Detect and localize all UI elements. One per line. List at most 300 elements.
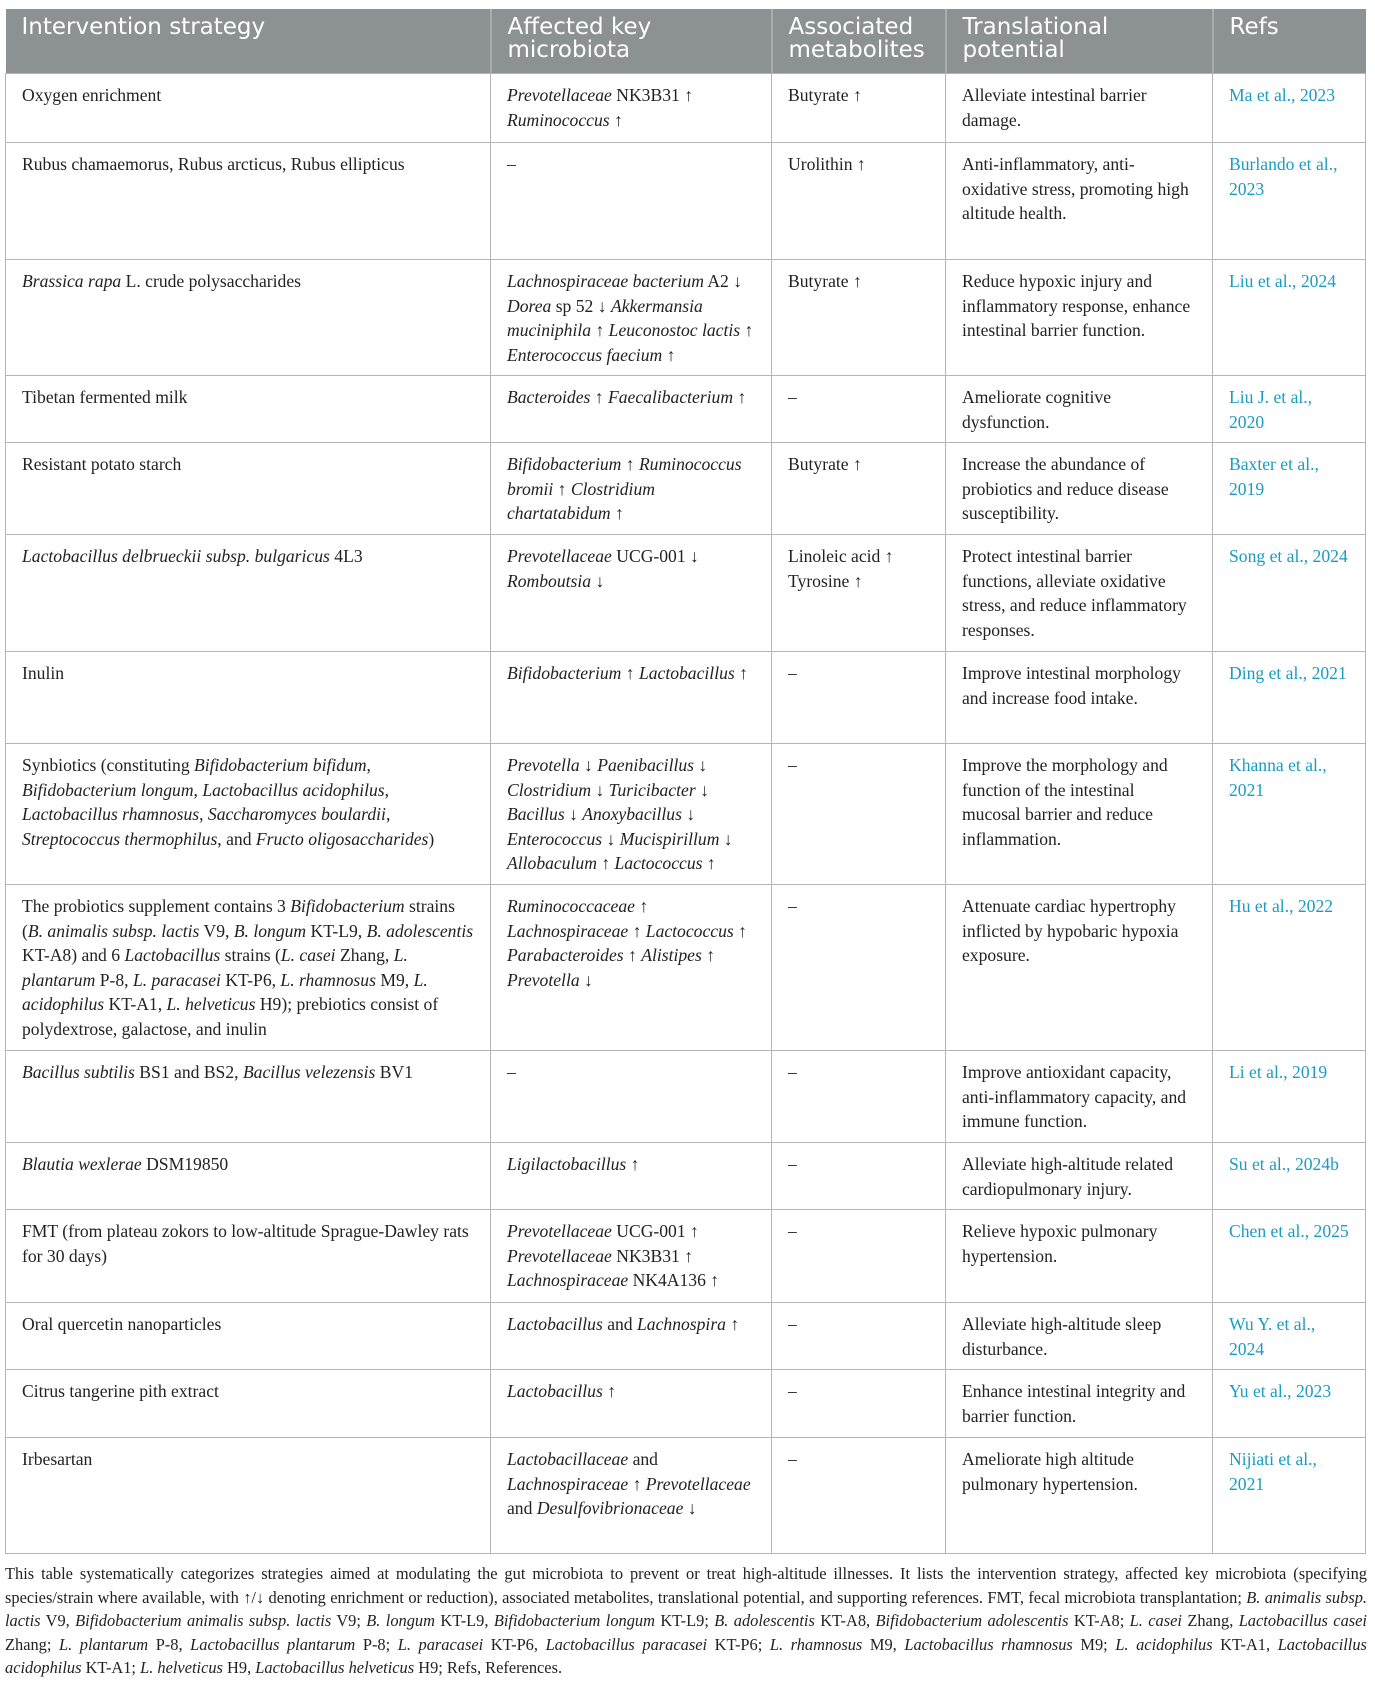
text-segment: Zhang,: [1181, 1611, 1239, 1631]
text-segment: L. crude polysaccharides: [121, 271, 301, 291]
table-row: [6, 1370, 1366, 1438]
text-segment: Butyrate ↑: [788, 271, 862, 291]
cell-microbiota: [491, 1051, 772, 1143]
cell-metabolites: [772, 744, 946, 885]
text-segment: Irbesartan: [22, 1449, 93, 1469]
text-segment: KT-P6,: [483, 1634, 546, 1654]
italic-taxon: L. paracasei: [132, 969, 221, 990]
italic-taxon: Bifidobacterium longum: [22, 779, 194, 800]
text-segment: ,: [384, 779, 390, 800]
text-segment: ↑: [740, 320, 754, 341]
table-row: [6, 1210, 1366, 1303]
text-segment: KT-A1;: [81, 1658, 141, 1678]
text-segment: Zhang,: [335, 945, 394, 966]
italic-taxon: Prevotellaceae: [507, 546, 612, 566]
italic-taxon: Paenibacillus: [597, 755, 694, 775]
text-segment: ↑: [621, 454, 639, 474]
text-segment: KT-L9,: [306, 920, 367, 941]
text-segment: ↑: [591, 320, 609, 341]
italic-taxon: Lachnospiraceae: [507, 1270, 629, 1291]
italic-taxon: L. casei: [1129, 1611, 1182, 1631]
table-row: [6, 1143, 1366, 1210]
italic-taxon: Prevotellaceae: [507, 1245, 612, 1266]
reference-link[interactable]: Liu J. et al., 2020: [1229, 387, 1313, 432]
text-segment: Oral quercetin nanoparticles: [22, 1314, 222, 1334]
italic-taxon: Ligilactobacillus: [507, 1154, 627, 1174]
text-segment: –: [788, 1381, 797, 1401]
cell-metabolites: [772, 535, 946, 652]
table-row: [6, 1303, 1366, 1370]
italic-taxon: L. plantarum: [22, 945, 408, 990]
text-segment: Zhang;: [5, 1634, 60, 1654]
text-segment: ↑: [610, 503, 624, 524]
italic-taxon: Faecalibacterium: [607, 387, 734, 407]
cell-strategy: [6, 1210, 491, 1303]
italic-taxon: Anoxybacillus: [582, 804, 682, 825]
cell-ref: [1213, 1051, 1366, 1143]
text-segment: –: [788, 755, 797, 775]
text-segment: ↓: [591, 779, 609, 800]
cell-potential: Enhance intestinal integrity and barrier function.: [946, 1370, 1213, 1438]
text-segment: Inulin: [22, 663, 65, 683]
italic-taxon: Bifidobacterium longum: [493, 1611, 655, 1631]
cell-microbiota: [491, 260, 772, 376]
text-segment: KT-A8;: [1068, 1611, 1130, 1631]
text-segment: ↑: [596, 853, 615, 874]
italic-taxon: Lactobacillus: [507, 1314, 603, 1334]
text-segment: DSM19850: [141, 1154, 229, 1174]
cell-strategy: [6, 885, 491, 1051]
italic-taxon: L. plantarum: [59, 1634, 149, 1654]
reference-link[interactable]: Su et al., 2024b: [1229, 1154, 1339, 1174]
italic-taxon: Lactobacillus: [124, 945, 221, 966]
text-segment: ↑: [734, 663, 748, 683]
text-segment: ↓: [564, 804, 583, 825]
text-segment: Linoleic acid ↑ Tyrosine ↑: [788, 546, 894, 591]
cell-microbiota: [491, 1438, 772, 1554]
text-segment: M9,: [862, 1634, 905, 1654]
header-potential: Translational potential: [946, 9, 1213, 74]
table-row: [6, 744, 1366, 885]
cell-strategy: [6, 74, 491, 143]
italic-taxon: Bifidobacterium adolescentis: [875, 1611, 1069, 1631]
text-segment: UCG-001 ↓: [611, 546, 699, 566]
cell-potential: Alleviate intestinal barrier damage.: [946, 74, 1213, 143]
italic-taxon: Lactobacillus paracasei: [545, 1634, 708, 1654]
italic-taxon: Mucispirillum: [619, 828, 720, 849]
cell-metabolites: [772, 143, 946, 260]
text-segment: 4L3: [329, 546, 363, 566]
table-row: [6, 74, 1366, 143]
reference-link[interactable]: Ma et al., 2023: [1229, 85, 1336, 105]
text-segment: M9;: [1072, 1634, 1116, 1654]
text-segment: This table systematically categorizes strategies aimed at modulating the gut microbiota to prevent or treat high-altitude illnesses. It lists the intervention strategy, affected key microbiota (specifying species/strain where available, with ↑/↓ denoting enrichment or reduction), associated metabolites, translational potential, and supporting references. FMT, fecal microbiota transplantation;: [5, 1564, 1367, 1607]
cell-microbiota: [491, 1370, 772, 1438]
italic-taxon: Ruminococcus bromii: [507, 454, 742, 499]
italic-taxon: Lachnospiraceae: [507, 920, 629, 941]
italic-taxon: Romboutsia: [507, 570, 592, 591]
text-segment: ↓: [681, 804, 696, 825]
italic-taxon: Lactobacillus helveticus: [255, 1658, 415, 1678]
text-segment: –: [788, 1062, 797, 1082]
italic-taxon: B. adolescentis: [714, 1611, 815, 1631]
table-row: [6, 143, 1366, 260]
reference-link[interactable]: Chen et al., 2025: [1229, 1221, 1349, 1241]
italic-taxon: Allobaculum: [507, 853, 597, 874]
cell-microbiota: [491, 535, 772, 652]
italic-taxon: Blautia wexlerae: [22, 1154, 142, 1174]
italic-taxon: Prevotellaceae: [507, 1221, 612, 1241]
cell-potential: Alleviate high-altitude sleep disturbance.: [946, 1303, 1213, 1370]
text-segment: KT-A1,: [1212, 1634, 1278, 1654]
text-segment: V9,: [199, 920, 234, 941]
reference-link[interactable]: Liu et al., 2024: [1229, 271, 1337, 291]
cell-ref: [1213, 143, 1366, 260]
italic-taxon: L. rhamnosus: [769, 1634, 863, 1654]
text-segment: –: [788, 1449, 797, 1469]
text-segment: ↓: [602, 828, 620, 849]
italic-taxon: Lactobacillus rhamnosus: [904, 1634, 1073, 1654]
cell-ref: [1213, 535, 1366, 652]
text-segment: FMT (from plateau zokors to low-altitude Sprague-Dawley rats for 30 days): [22, 1221, 469, 1266]
italic-taxon: Bifidobacterium bifidum: [194, 755, 367, 775]
text-segment: KT-L9;: [654, 1611, 715, 1631]
cell-ref: [1213, 443, 1366, 535]
text-segment: ↑: [634, 896, 649, 916]
text-segment: ↓: [719, 828, 733, 849]
text-segment: Oxygen enrichment: [22, 85, 162, 105]
text-segment: and: [628, 1449, 658, 1469]
italic-taxon: Lactobacillus: [638, 663, 735, 683]
text-segment: ↑: [623, 945, 642, 966]
text-segment: ,: [193, 779, 203, 800]
text-segment: H9; Refs, References.: [414, 1658, 563, 1678]
cell-microbiota: [491, 1210, 772, 1303]
cell-microbiota: [491, 143, 772, 260]
text-segment: BV1: [375, 1062, 413, 1082]
italic-taxon: B. animalis subsp. lactis: [5, 1587, 1367, 1631]
table-row: [6, 535, 1366, 652]
italic-taxon: Lachnospira: [637, 1314, 726, 1334]
cell-metabolites: [772, 376, 946, 443]
cell-ref: [1213, 652, 1366, 744]
italic-taxon: L. helveticus: [140, 1658, 223, 1678]
reference-link[interactable]: Hu et al., 2022: [1229, 896, 1334, 916]
reference-link[interactable]: Song et al., 2024: [1229, 546, 1348, 566]
cell-potential: Attenuate cardiac hypertrophy inflicted by hypobaric hypoxia exposure.: [946, 885, 1213, 1051]
text-segment: M9,: [375, 969, 414, 990]
text-segment: , and: [217, 828, 256, 849]
italic-taxon: Prevotellaceae: [645, 1473, 751, 1494]
cell-microbiota: [491, 376, 772, 443]
text-segment: H9); prebiotics consist of polydextrose, galactose, and inulin: [22, 994, 439, 1039]
cell-strategy: [6, 376, 491, 443]
italic-taxon: Bifidobacterium: [290, 896, 405, 916]
text-segment: ↑: [628, 920, 646, 941]
cell-ref: [1213, 1370, 1366, 1438]
italic-taxon: Lactococcus: [645, 920, 734, 941]
italic-taxon: Clostridium chartatabidum: [507, 478, 655, 524]
text-segment: ↑: [733, 920, 747, 941]
table-body: [6, 74, 1366, 1554]
cell-potential: Improve antioxidant capacity, anti-inflammatory capacity, and immune function.: [946, 1051, 1213, 1143]
text-segment: –: [788, 1314, 797, 1334]
italic-taxon: L. paracasei: [397, 1634, 484, 1654]
text-segment: –: [788, 663, 797, 683]
text-segment: ↑: [621, 663, 639, 683]
cell-metabolites: [772, 1210, 946, 1303]
text-segment: Urolithin ↑: [788, 154, 866, 174]
cell-ref: [1213, 260, 1366, 376]
italic-taxon: Ruminococcaceae: [507, 896, 635, 916]
italic-taxon: Bacillus subtilis: [22, 1062, 135, 1082]
header-metabolites: Associated metabolites: [772, 9, 946, 74]
reference-link[interactable]: Li et al., 2019: [1229, 1062, 1328, 1082]
header-strategy: Intervention strategy: [6, 9, 491, 74]
cell-microbiota: [491, 885, 772, 1051]
cell-potential: Ameliorate high altitude pulmonary hypertension.: [946, 1438, 1213, 1554]
cell-metabolites: [772, 1143, 946, 1210]
text-segment: P-8,: [95, 969, 133, 990]
text-segment: ,: [385, 804, 391, 825]
text-segment: ↑: [602, 1381, 616, 1401]
italic-taxon: L. rhamnosus: [280, 969, 376, 990]
cell-strategy: [6, 443, 491, 535]
italic-taxon: Prevotellaceae: [507, 85, 612, 105]
italic-taxon: Prevotella: [507, 969, 580, 990]
text-segment: V9,: [40, 1611, 76, 1631]
text-segment: H9,: [222, 1658, 256, 1678]
cell-metabolites: [772, 260, 946, 376]
cell-metabolites: [772, 1051, 946, 1143]
cell-metabolites: [772, 74, 946, 143]
cell-potential: Improve the morphology and function of the intestinal mucosal barrier and reduce inflammation.: [946, 744, 1213, 885]
text-segment: BS1 and BS2,: [134, 1062, 243, 1082]
cell-ref: [1213, 376, 1366, 443]
cell-strategy: [6, 652, 491, 744]
text-segment: ↑: [725, 1314, 740, 1334]
italic-taxon: L. casei: [280, 945, 336, 966]
text-segment: V9;: [331, 1611, 367, 1631]
italic-taxon: Ruminococcus: [507, 109, 610, 130]
text-segment: Resistant potato starch: [22, 454, 182, 474]
text-segment: KT-A1,: [104, 994, 167, 1015]
cell-potential: Anti-inflammatory, anti-oxidative stress, promoting high altitude health.: [946, 143, 1213, 260]
cell-metabolites: [772, 443, 946, 535]
table-row: [6, 260, 1366, 376]
reference-link[interactable]: Baxter et al., 2019: [1229, 454, 1319, 499]
italic-taxon: Lactobacillus rhamnosus: [22, 804, 200, 825]
reference-link[interactable]: Nijiati et al., 2021: [1229, 1449, 1317, 1494]
cell-ref: [1213, 744, 1366, 885]
italic-taxon: Lactobacillus acidophilus: [5, 1634, 1367, 1678]
text-segment: A2 ↓: [703, 271, 743, 291]
text-segment: ↑: [626, 1154, 640, 1174]
cell-potential: Relieve hypoxic pulmonary hypertension.: [946, 1210, 1213, 1303]
cell-metabolites: [772, 885, 946, 1051]
italic-taxon: Parabacteroides: [507, 945, 624, 966]
italic-taxon: Brassica rapa: [22, 271, 122, 291]
italic-taxon: Alistipes: [641, 945, 702, 966]
text-segment: –: [788, 1154, 797, 1174]
cell-potential: Ameliorate cognitive dysfunction.: [946, 376, 1213, 443]
text-segment: ↑: [701, 945, 716, 966]
cell-metabolites: [772, 1438, 946, 1554]
cell-strategy: [6, 143, 491, 260]
italic-taxon: B. longum: [233, 920, 307, 941]
italic-taxon: Prevotella: [507, 755, 580, 775]
reference-link[interactable]: Wu Y. et al., 2024: [1229, 1314, 1316, 1359]
reference-link[interactable]: Yu et al., 2023: [1229, 1381, 1332, 1401]
text-segment: P-8;: [355, 1634, 398, 1654]
italic-taxon: B. longum: [366, 1611, 435, 1631]
cell-metabolites: [772, 652, 946, 744]
italic-taxon: Lachnospiraceae bacterium: [507, 271, 704, 291]
italic-taxon: Saccharomyces boulardii: [207, 804, 386, 825]
cell-microbiota: [491, 1303, 772, 1370]
cell-potential: Increase the abundance of probiotics and reduce disease susceptibility.: [946, 443, 1213, 535]
italic-taxon: Lactobacillus casei: [1238, 1611, 1367, 1631]
text-segment: –: [507, 154, 516, 174]
text-segment: ↑: [702, 853, 716, 874]
text-segment: ,: [366, 755, 371, 775]
cell-metabolites: [772, 1303, 946, 1370]
cell-microbiota: [491, 74, 772, 143]
text-segment: ↑: [590, 387, 608, 407]
text-segment: The probiotics supplement contains 3: [22, 896, 291, 916]
cell-strategy: [6, 1370, 491, 1438]
italic-taxon: Bacillus: [507, 804, 565, 825]
cell-strategy: [6, 1438, 491, 1554]
text-segment: KT-A8,: [814, 1611, 876, 1631]
cell-microbiota: [491, 1143, 772, 1210]
text-segment: Butyrate ↑: [788, 85, 862, 105]
italic-taxon: L. helveticus: [166, 994, 256, 1015]
table-caption: [5, 1562, 1367, 1680]
text-segment: strains (: [22, 896, 455, 941]
cell-strategy: [6, 260, 491, 376]
italic-taxon: Bifidobacterium animalis subsp. lactis: [75, 1611, 332, 1631]
reference-link[interactable]: Burlando et al., 2023: [1229, 154, 1338, 199]
cell-ref: [1213, 74, 1366, 143]
text-segment: Citrus tangerine pith extract: [22, 1381, 219, 1401]
text-segment: KT-L9,: [434, 1611, 494, 1631]
cell-ref: [1213, 1143, 1366, 1210]
italic-taxon: Fructo oligosaccharides: [255, 828, 429, 849]
italic-taxon: Desulfovibrionaceae: [536, 1498, 684, 1519]
text-segment: ↑: [628, 1473, 646, 1494]
cell-strategy: [6, 744, 491, 885]
text-segment: –: [788, 1221, 797, 1241]
text-segment: KT-P6;: [707, 1634, 770, 1654]
cell-potential: Reduce hypoxic injury and inflammatory response, enhance intestinal barrier function.: [946, 260, 1213, 376]
italic-taxon: Enterococcus faecium: [507, 344, 663, 365]
text-segment: KT-A8) and 6: [22, 945, 125, 966]
cell-microbiota: [491, 443, 772, 535]
italic-taxon: Akkermansia muciniphila: [507, 295, 703, 341]
reference-link[interactable]: Ding et al., 2021: [1229, 663, 1347, 683]
italic-taxon: L. acidophilus: [1115, 1634, 1213, 1654]
table-row: [6, 1051, 1366, 1143]
cell-microbiota: [491, 652, 772, 744]
reference-link[interactable]: Khanna et al., 2021: [1229, 755, 1327, 800]
cell-strategy: [6, 1051, 491, 1143]
header-row: [6, 9, 1366, 74]
italic-taxon: B. animalis subsp. lactis: [27, 920, 200, 941]
italic-taxon: Lactococcus: [614, 853, 703, 874]
italic-taxon: Bacillus velezensis: [242, 1062, 376, 1082]
text-segment: ↑: [609, 109, 623, 130]
italic-taxon: Clostridium: [507, 779, 592, 800]
italic-taxon: Streptococcus thermophilus: [22, 828, 218, 849]
header-microbiota: Affected key microbiota: [491, 9, 772, 74]
cell-ref: [1213, 1438, 1366, 1554]
cell-ref: [1213, 1210, 1366, 1303]
text-segment: ↑: [733, 387, 747, 407]
header-refs: Refs: [1213, 9, 1366, 74]
italic-taxon: B. adolescentis: [366, 920, 474, 941]
text-segment: Synbiotics (constituting: [22, 755, 195, 775]
text-segment: strains (: [220, 945, 281, 966]
cell-potential: Protect intestinal barrier functions, alleviate oxidative stress, and reduce inflammatory responses.: [946, 535, 1213, 652]
table-row: [6, 885, 1366, 1051]
table-row: [6, 443, 1366, 535]
text-segment: P-8,: [148, 1634, 191, 1654]
microbiota-interventions-table: [5, 9, 1366, 1554]
italic-taxon: Dorea: [507, 295, 552, 316]
italic-taxon: Lactobacillus: [507, 1381, 603, 1401]
text-segment: ↓: [591, 570, 605, 591]
cell-strategy: [6, 535, 491, 652]
text-segment: ↓: [579, 755, 598, 775]
italic-taxon: Lactobacillus plantarum: [190, 1634, 356, 1654]
text-segment: Rubus chamaemorus, Rubus arcticus, Rubus ellipticus: [22, 154, 405, 174]
text-segment: ↑: [553, 478, 571, 499]
table-row: [6, 652, 1366, 744]
text-segment: NK3B31 ↑: [611, 1245, 693, 1266]
cell-potential: Alleviate high-altitude related cardiopulmonary injury.: [946, 1143, 1213, 1210]
cell-strategy: [6, 1143, 491, 1210]
italic-taxon: Lactobacillus delbrueckii subsp. bulgaricus: [22, 546, 330, 566]
cell-strategy: [6, 1303, 491, 1370]
text-segment: KT-P6,: [220, 969, 281, 990]
italic-taxon: Lactobacillus acidophilus: [202, 779, 385, 800]
text-segment: NK4A136 ↑: [628, 1270, 720, 1291]
cell-metabolites: [772, 1370, 946, 1438]
italic-taxon: Leuconostoc lactis: [608, 320, 741, 341]
italic-taxon: Enterococcus: [507, 828, 603, 849]
text-segment: sp 52 ↓: [551, 295, 611, 316]
cell-microbiota: [491, 744, 772, 885]
text-segment: ↓: [695, 779, 709, 800]
italic-taxon: Turicibacter: [608, 779, 696, 800]
italic-taxon: Bifidobacterium: [507, 663, 622, 683]
text-segment: UCG-001 ↑: [611, 1221, 699, 1241]
cell-ref: [1213, 1303, 1366, 1370]
text-segment: –: [507, 1062, 516, 1082]
text-segment: ↓: [683, 1498, 697, 1519]
table-row: [6, 376, 1366, 443]
text-segment: –: [788, 896, 797, 916]
text-segment: –: [788, 387, 797, 407]
text-segment: ↓: [579, 969, 593, 990]
text-segment: ): [428, 828, 435, 849]
text-segment: Butyrate ↑: [788, 454, 862, 474]
table-row: [6, 1438, 1366, 1554]
text-segment: NK3B31 ↑: [611, 85, 693, 105]
text-segment: and: [507, 1498, 537, 1519]
italic-taxon: Bifidobacterium: [507, 454, 622, 474]
